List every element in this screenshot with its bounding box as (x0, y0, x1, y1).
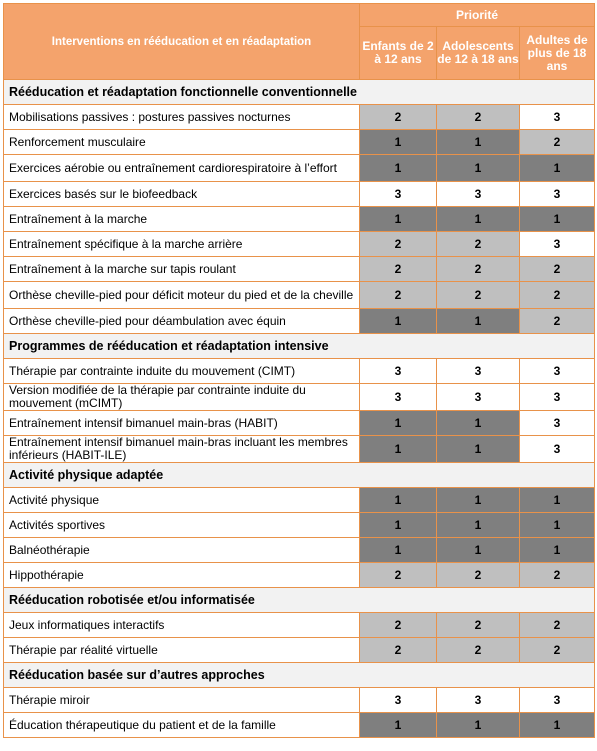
table-row (4, 155, 595, 182)
priority-cell-adolescents: 2 (437, 638, 520, 663)
section-title: Programmes de rééducation et réadaptation intensive (4, 334, 595, 359)
section-title: Rééducation basée sur d’autres approches (4, 663, 595, 688)
priority-cell-enfants: 1 (360, 309, 437, 334)
table-row (4, 513, 595, 538)
priority-cell-adultes: 1 (520, 713, 595, 738)
priority-cell-adultes: 3 (520, 232, 595, 257)
priority-cell-enfants: 2 (360, 257, 437, 282)
priority-cell-enfants: 2 (360, 613, 437, 638)
table-row (4, 130, 595, 155)
priority-cell-adolescents: 1 (437, 130, 520, 155)
table-row (4, 309, 595, 334)
intervention-label: Thérapie par contrainte induite du mouvement (CIMT) (4, 359, 360, 384)
intervention-label: Entraînement intensif bimanuel main-bras incluant les membres inférieurs (HABIT-ILE) (4, 436, 360, 463)
priority-cell-enfants: 3 (360, 384, 437, 411)
priority-cell-adolescents: 1 (437, 411, 520, 436)
priority-cell-adultes: 2 (520, 130, 595, 155)
priority-cell-adolescents: 2 (437, 282, 520, 309)
intervention-label: Orthèse cheville-pied pour déficit moteur du pied et de la cheville (4, 282, 360, 309)
table-row (4, 713, 595, 738)
table-row (4, 688, 595, 713)
priority-cell-adolescents: 1 (437, 155, 520, 182)
section-title: Rééducation robotisée et/ou informatisée (4, 588, 595, 613)
priority-cell-adolescents: 1 (437, 513, 520, 538)
intervention-label: Jeux informatiques interactifs (4, 613, 360, 638)
priority-cell-adultes: 3 (520, 688, 595, 713)
table-row (4, 105, 595, 130)
intervention-label: Éducation thérapeutique du patient et de la famille (4, 713, 360, 738)
intervention-label: Hippothérapie (4, 563, 360, 588)
priority-cell-adultes: 3 (520, 182, 595, 207)
table-row (4, 436, 595, 463)
table-row (4, 538, 595, 563)
priority-cell-enfants: 1 (360, 436, 437, 463)
intervention-label: Thérapie miroir (4, 688, 360, 713)
priority-cell-adolescents: 2 (437, 105, 520, 130)
priority-cell-adolescents: 3 (437, 182, 520, 207)
intervention-label: Mobilisations passives : postures passives nocturnes (4, 105, 360, 130)
col-header-enfants: Enfants de 2 à 12 ans (360, 27, 437, 80)
section-row (4, 463, 595, 488)
intervention-label: Exercices aérobie ou entraînement cardiorespiratoire à l’effort (4, 155, 360, 182)
priority-cell-adolescents: 3 (437, 688, 520, 713)
priority-cell-adultes: 3 (520, 384, 595, 411)
priority-cell-adultes: 2 (520, 282, 595, 309)
priority-cell-enfants: 1 (360, 513, 437, 538)
priority-table (3, 3, 595, 738)
priority-cell-enfants: 1 (360, 488, 437, 513)
priority-cell-adultes: 1 (520, 488, 595, 513)
intervention-label: Entraînement spécifique à la marche arrière (4, 232, 360, 257)
priority-cell-adultes: 1 (520, 207, 595, 232)
intervention-label: Renforcement musculaire (4, 130, 360, 155)
intervention-label: Thérapie par réalité virtuelle (4, 638, 360, 663)
priority-cell-adultes: 1 (520, 155, 595, 182)
intervention-label: Activités sportives (4, 513, 360, 538)
priority-cell-adultes: 2 (520, 613, 595, 638)
priority-cell-adultes: 2 (520, 257, 595, 282)
table-row (4, 257, 595, 282)
priority-cell-adolescents: 1 (437, 309, 520, 334)
table-row (4, 182, 595, 207)
priority-cell-adultes: 2 (520, 563, 595, 588)
priority-cell-adultes: 2 (520, 638, 595, 663)
table-row (4, 613, 595, 638)
priority-cell-enfants: 2 (360, 105, 437, 130)
table-row (4, 638, 595, 663)
section-row (4, 334, 595, 359)
priority-cell-enfants: 1 (360, 155, 437, 182)
intervention-label: Version modifiée de la thérapie par contrainte induite du mouvement (mCIMT) (4, 384, 360, 411)
priority-cell-enfants: 1 (360, 130, 437, 155)
priority-cell-adolescents: 2 (437, 257, 520, 282)
priority-cell-enfants: 1 (360, 538, 437, 563)
table-row (4, 411, 595, 436)
table-row (4, 563, 595, 588)
intervention-label: Orthèse cheville-pied pour déambulation avec équin (4, 309, 360, 334)
priority-cell-adultes: 3 (520, 105, 595, 130)
priority-cell-enfants: 1 (360, 207, 437, 232)
table-row (4, 488, 595, 513)
priority-cell-enfants: 3 (360, 688, 437, 713)
priority-cell-adolescents: 2 (437, 613, 520, 638)
priority-cell-enfants: 3 (360, 359, 437, 384)
table-row (4, 384, 595, 411)
intervention-label: Entraînement à la marche (4, 207, 360, 232)
section-row (4, 80, 595, 105)
section-title: Rééducation et réadaptation fonctionnelle conventionnelle (4, 80, 595, 105)
priority-cell-adolescents: 1 (437, 713, 520, 738)
col-header-adolescents: Adolescents de 12 à 18 ans (437, 27, 520, 80)
priority-cell-adolescents: 3 (437, 384, 520, 411)
priority-cell-adolescents: 1 (437, 538, 520, 563)
table-body (4, 80, 595, 738)
intervention-label: Entraînement à la marche sur tapis roulant (4, 257, 360, 282)
table-row (4, 207, 595, 232)
table-row (4, 282, 595, 309)
priority-cell-enfants: 2 (360, 563, 437, 588)
section-row (4, 663, 595, 688)
priority-cell-adolescents: 3 (437, 359, 520, 384)
table-row (4, 359, 595, 384)
priority-cell-enfants: 2 (360, 282, 437, 309)
section-row (4, 588, 595, 613)
priority-header: Priorité (360, 4, 595, 27)
priority-cell-adultes: 1 (520, 513, 595, 538)
priority-cell-adolescents: 1 (437, 488, 520, 513)
table-row (4, 232, 595, 257)
priority-cell-enfants: 2 (360, 638, 437, 663)
intervention-label: Activité physique (4, 488, 360, 513)
priority-cell-adultes: 2 (520, 309, 595, 334)
priority-cell-enfants: 2 (360, 232, 437, 257)
priority-cell-adultes: 1 (520, 538, 595, 563)
priority-cell-adolescents: 2 (437, 232, 520, 257)
priority-cell-adolescents: 1 (437, 436, 520, 463)
priority-cell-adolescents: 1 (437, 207, 520, 232)
priority-cell-adultes: 3 (520, 411, 595, 436)
intervention-label: Balnéothérapie (4, 538, 360, 563)
priority-cell-adolescents: 2 (437, 563, 520, 588)
interventions-header: Interventions en rééducation et en réadaptation (4, 4, 360, 80)
priority-cell-enfants: 3 (360, 182, 437, 207)
section-title: Activité physique adaptée (4, 463, 595, 488)
intervention-label: Exercices basés sur le biofeedback (4, 182, 360, 207)
priority-cell-adultes: 3 (520, 436, 595, 463)
col-header-adultes: Adultes de plus de 18 ans (520, 27, 595, 80)
priority-cell-enfants: 1 (360, 411, 437, 436)
priority-cell-adultes: 3 (520, 359, 595, 384)
priority-cell-enfants: 1 (360, 713, 437, 738)
intervention-label: Entraînement intensif bimanuel main-bras (HABIT) (4, 411, 360, 436)
